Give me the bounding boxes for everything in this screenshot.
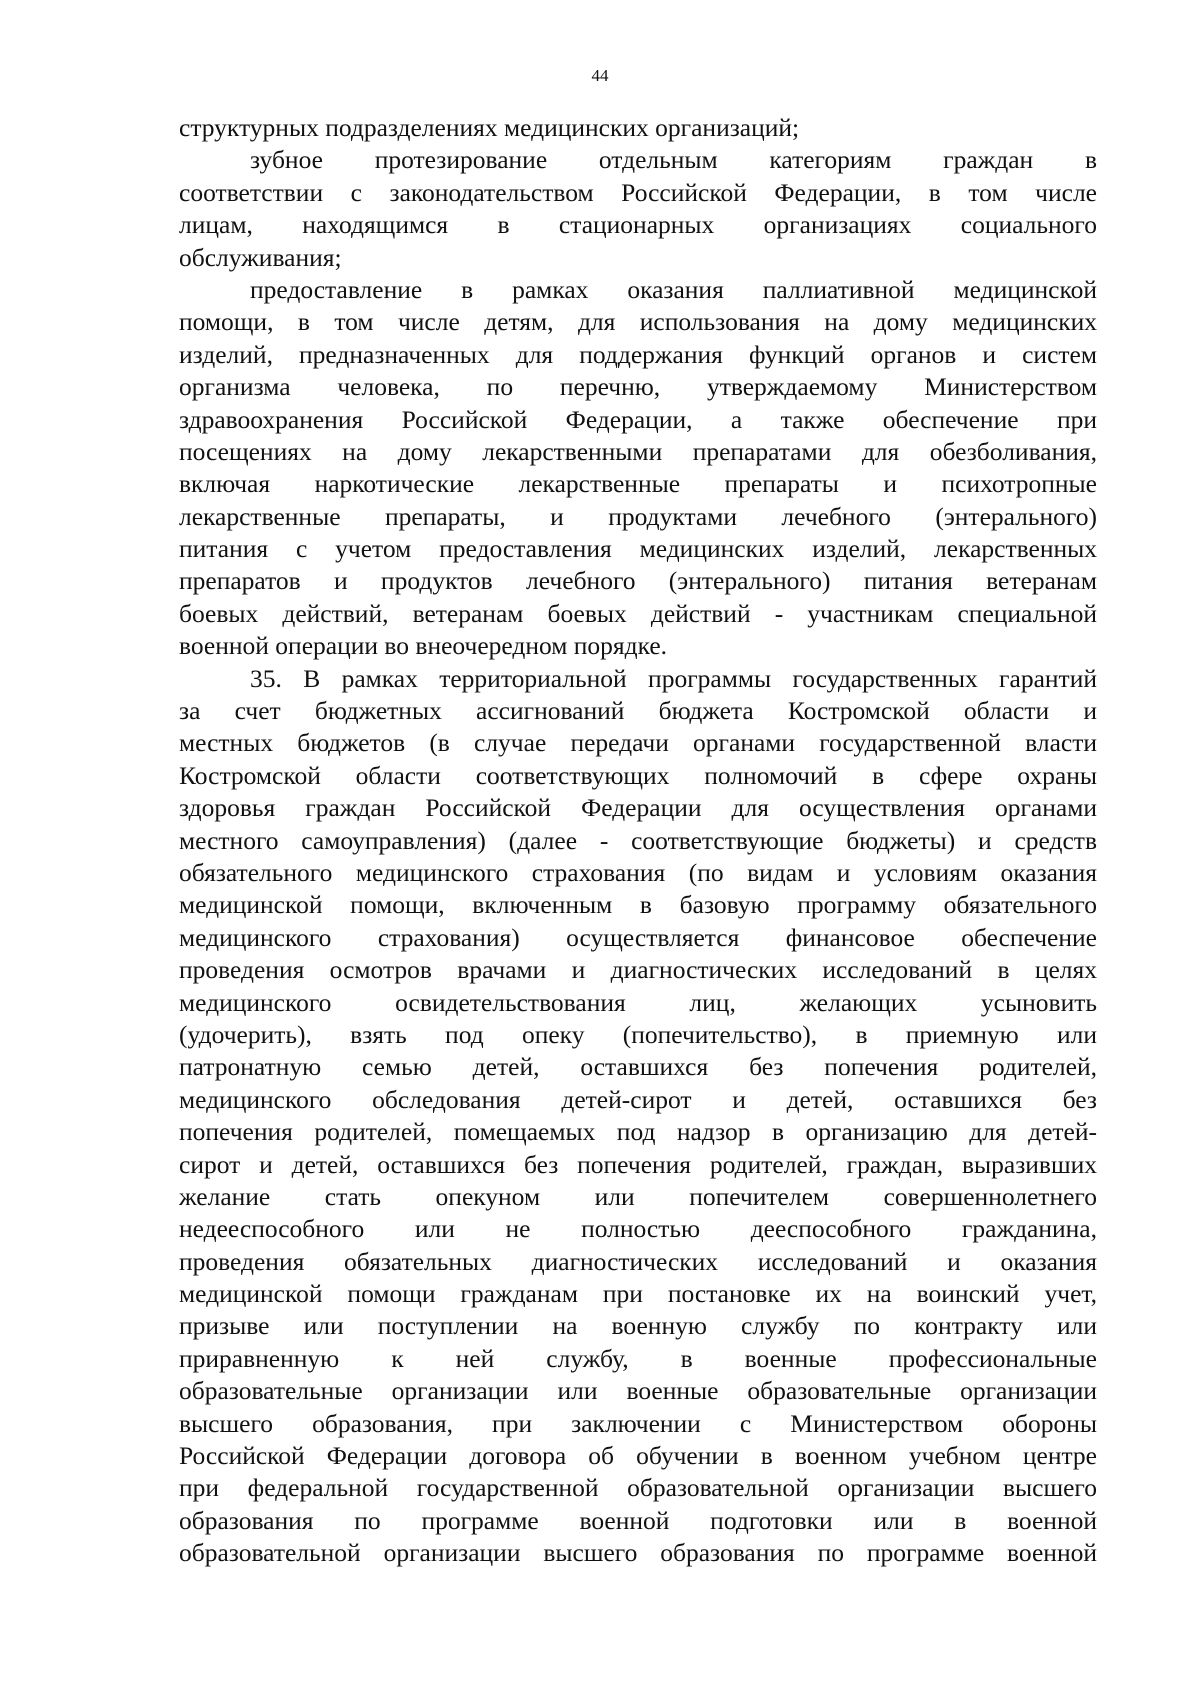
text-line: лекарственные препараты, и продуктами лечебного (энтерального) bbox=[179, 501, 1097, 531]
text-line: изделий, предназначенных для поддержания функций органов и систем bbox=[179, 339, 1097, 369]
text-line: призыве или поступлении на военную службу по контракту или bbox=[179, 1311, 1097, 1341]
text-line: зубное протезирование отдельным категориям граждан в bbox=[250, 145, 1097, 175]
text-line: попечения родителей, помещаемых под надзор в организацию для детей- bbox=[179, 1117, 1097, 1147]
text-line: Костромской области соответствующих полномочий в сфере охраны bbox=[179, 760, 1097, 790]
text-line: (удочерить), взять под опеку (попечительство), в приемную или bbox=[179, 1019, 1097, 1049]
text-line: препаратов и продуктов лечебного (энтерального) питания ветеранам bbox=[179, 566, 1097, 596]
text-line: образовательной организации высшего образования по программе военной bbox=[179, 1538, 1097, 1568]
document-body bbox=[179, 112, 1097, 1570]
text-line: за счет бюджетных ассигнований бюджета Костромской области и bbox=[179, 696, 1097, 726]
text-line: военной операции во внеочередном порядке. bbox=[179, 631, 668, 661]
text-line: структурных подразделениях медицинских организаций; bbox=[179, 113, 800, 142]
text-line: боевых действий, ветеранам боевых действий - участникам специальной bbox=[179, 598, 1097, 628]
text-line: организма человека, по перечню, утверждаемому Министерством bbox=[179, 372, 1097, 402]
text-line: посещениях на дому лекарственными препаратами для обезболивания, bbox=[179, 436, 1097, 466]
text-line: желание стать опекуном или попечителем совершеннолетнего bbox=[179, 1181, 1097, 1211]
text-line: обслуживания; bbox=[179, 242, 342, 272]
paragraph-palliative-care bbox=[179, 274, 1097, 663]
text-line: лицам, находящимся в стационарных организациях социального bbox=[179, 210, 1097, 240]
paragraph-continuation bbox=[179, 112, 1097, 144]
text-line: предоставление в рамках оказания паллиативной медицинской bbox=[250, 274, 1097, 304]
text-line: медицинского страхования) осуществляется финансовое обеспечение bbox=[179, 922, 1097, 952]
text-line: соответствии с законодательством Российской Федерации, в том числе bbox=[179, 177, 1097, 207]
text-line: проведения обязательных диагностических исследований и оказания bbox=[179, 1246, 1097, 1276]
text-line: 35. В рамках территориальной программы государственных гарантий bbox=[250, 663, 1097, 693]
text-line: здравоохранения Российской Федерации, а также обеспечение при bbox=[179, 404, 1097, 434]
text-line: образовательные организации или военные образовательные организации bbox=[179, 1376, 1097, 1406]
text-line: здоровья граждан Российской Федерации для осуществления органами bbox=[179, 793, 1097, 823]
text-line: патронатную семью детей, оставшихся без попечения родителей, bbox=[179, 1052, 1097, 1082]
text-line: включая наркотические лекарственные препараты и психотропные bbox=[179, 469, 1097, 499]
text-line: медицинского освидетельствования лиц, желающих усыновить bbox=[179, 987, 1097, 1017]
text-line: сирот и детей, оставшихся без попечения родителей, граждан, выразивших bbox=[179, 1149, 1097, 1179]
paragraph-dental-prosthetics bbox=[179, 144, 1097, 274]
text-line: питания с учетом предоставления медицинских изделий, лекарственных bbox=[179, 534, 1097, 564]
text-line: приравненную к ней службу, в военные профессиональные bbox=[179, 1343, 1097, 1373]
text-line: недееспособного или не полностью дееспособного гражданина, bbox=[179, 1214, 1097, 1244]
text-line: местных бюджетов (в случае передачи органами государственной власти bbox=[179, 728, 1097, 758]
text-line: Российской Федерации договора об обучении в военном учебном центре bbox=[179, 1441, 1097, 1471]
text-line: высшего образования, при заключении с Министерством обороны bbox=[179, 1408, 1097, 1438]
paragraph-item-35 bbox=[179, 663, 1097, 1570]
text-line: при федеральной государственной образовательной организации высшего bbox=[179, 1473, 1097, 1503]
text-line: обязательного медицинского страхования (по видам и условиям оказания bbox=[179, 857, 1097, 887]
text-line: медицинского обследования детей-сирот и детей, оставшихся без bbox=[179, 1084, 1097, 1114]
text-line: проведения осмотров врачами и диагностических исследований в целях bbox=[179, 955, 1097, 985]
text-line: помощи, в том числе детям, для использования на дому медицинских bbox=[179, 307, 1097, 337]
page-number: 44 bbox=[591, 66, 609, 85]
text-line: местного самоуправления) (далее - соответствующие бюджеты) и средств bbox=[179, 825, 1097, 855]
text-line: медицинской помощи гражданам при постановке их на воинский учет, bbox=[179, 1279, 1097, 1309]
text-line: образования по программе военной подготовки или в военной bbox=[179, 1505, 1097, 1535]
text-line: медицинской помощи, включенным в базовую программу обязательного bbox=[179, 890, 1097, 920]
